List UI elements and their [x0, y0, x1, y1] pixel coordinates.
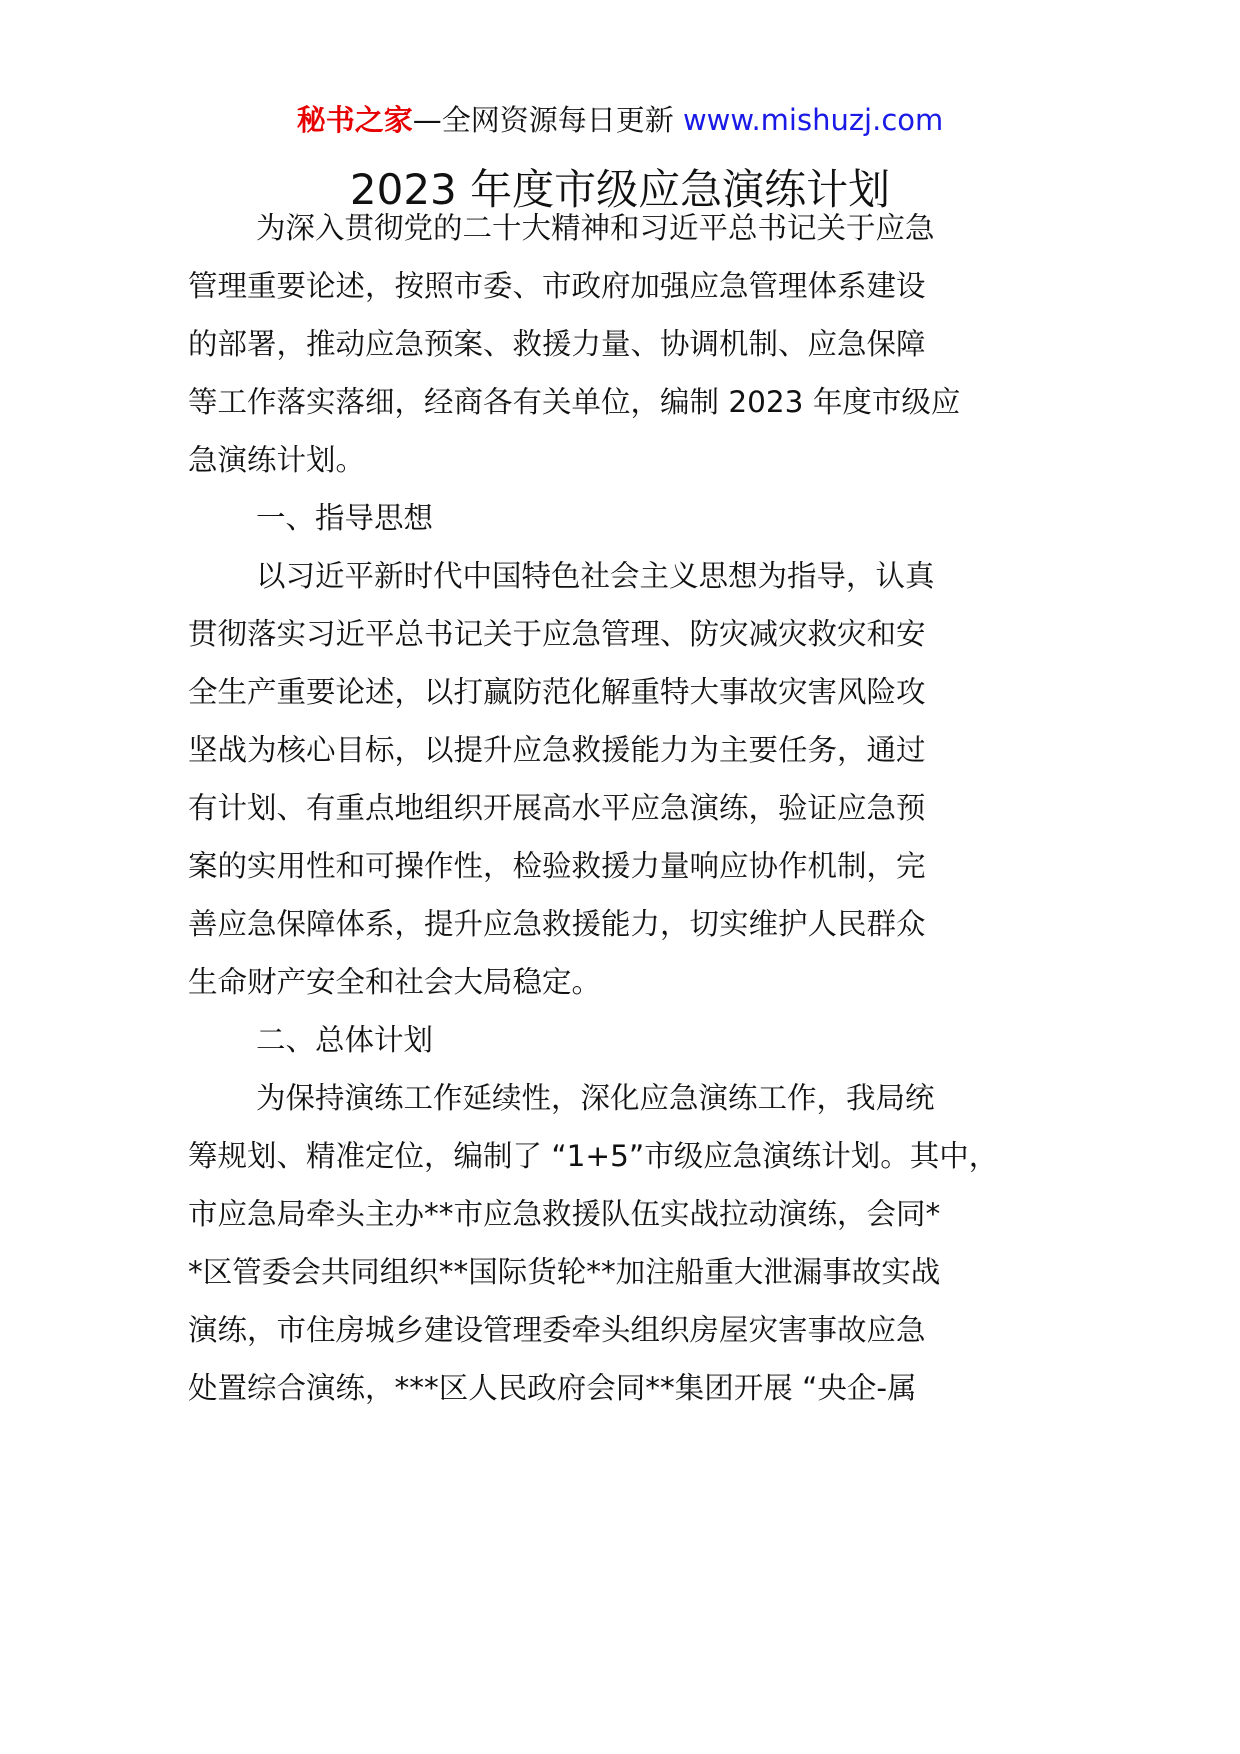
paragraph-ideology-line-2: 贯彻落实习近平总书记关于应急管理、防灾减灾救灾和安	[188, 617, 926, 651]
paragraph-ideology-line-5: 有计划、有重点地组织开展高水平应急演练，验证应急预	[188, 791, 926, 825]
paragraph-ideology-line-7: 善应急保障体系，提升应急救援能力，切实维护人民群众	[188, 907, 926, 941]
paragraph-ideology-line-3: 全生产重要论述，以打赢防范化解重特大事故灾害风险攻	[188, 675, 926, 709]
paragraph-plan-line-6: 处置综合演练，***区人民政府会同**集团开展 “央企-属	[188, 1371, 917, 1405]
site-banner	[0, 100, 1240, 140]
paragraph-intro-line-3: 的部署，推动应急预案、救援力量、协调机制、应急保障	[188, 327, 926, 361]
paragraph-ideology-line-6: 案的实用性和可操作性，检验救援力量响应协作机制，完	[188, 849, 926, 883]
paragraph-intro-line-2: 管理重要论述，按照市委、市政府加强应急管理体系建设	[188, 269, 926, 303]
site-url-link[interactable]: www.mishuzj.com	[682, 103, 944, 137]
section-heading-overall-plan: 二、总体计划	[256, 1023, 434, 1057]
paragraph-ideology-line-1: 以习近平新时代中国特色社会主义思想为指导，认真	[256, 559, 935, 593]
paragraph-plan-line-2: 筹规划、精准定位，编制了 “1+5”市级应急演练计划。其中，	[188, 1139, 999, 1173]
site-slogan: —全网资源每日更新	[412, 103, 683, 137]
paragraph-plan-line-3: 市应急局牵头主办**市应急救援队伍实战拉动演练，会同*	[188, 1197, 941, 1231]
paragraph-plan-line-1: 为保持演练工作延续性，深化应急演练工作，我局统	[256, 1081, 935, 1115]
paragraph-plan-line-4: *区管委会共同组织**国际货轮**加注船重大泄漏事故实战	[188, 1255, 941, 1289]
section-heading-guiding-ideology: 一、指导思想	[256, 501, 434, 535]
site-brand: 秘书之家	[296, 103, 413, 137]
paragraph-intro-line-1: 为深入贯彻党的二十大精神和习近平总书记关于应急	[256, 211, 935, 245]
document-title: 2023 年度市级应急演练计划	[349, 165, 891, 214]
paragraph-plan-line-5: 演练，市住房城乡建设管理委牵头组织房屋灾害事故应急	[188, 1313, 926, 1347]
paragraph-intro-line-5: 急演练计划。	[188, 443, 366, 477]
paragraph-ideology-line-4: 坚战为核心目标，以提升应急救援能力为主要任务，通过	[188, 733, 926, 767]
paragraph-ideology-line-8: 生命财产安全和社会大局稳定。	[188, 965, 602, 999]
paragraph-intro-line-4: 等工作落实落细，经商各有关单位，编制 2023 年度市级应	[188, 385, 961, 419]
